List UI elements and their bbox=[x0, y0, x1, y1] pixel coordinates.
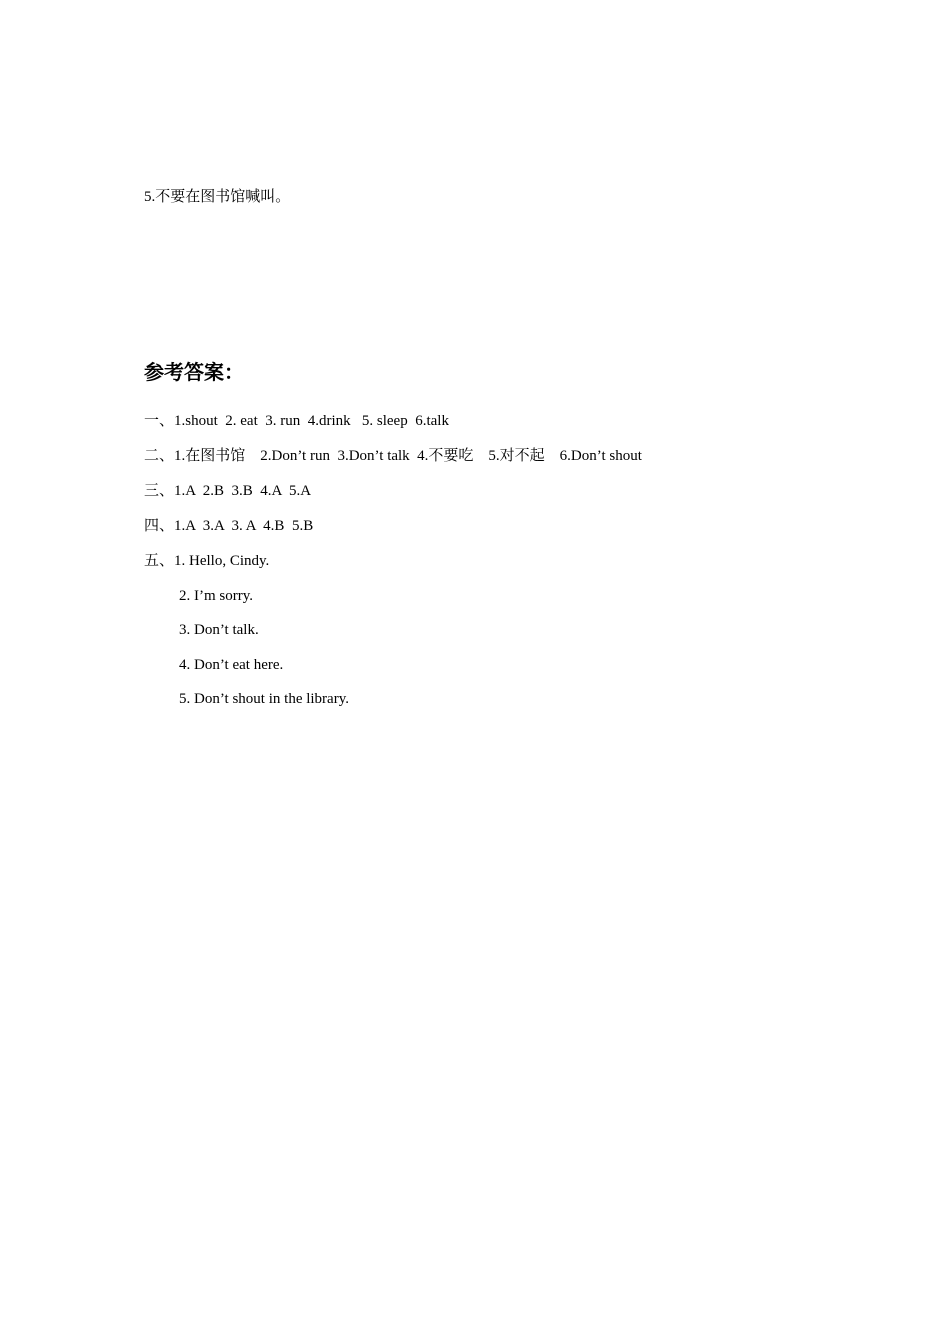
answer-line-1: 一、1.shout 2. eat 3. run 4.drink 5. sleep 6.talk bbox=[144, 413, 449, 429]
answer-5-sub-4: 4. Don’t eat here. bbox=[179, 657, 284, 673]
question-5-text: 5.不要在图书馆喊叫。 bbox=[144, 189, 291, 205]
answer-5-sub-2: 2. I’m sorry. bbox=[179, 588, 254, 604]
answer-line-3: 三、1.A 2.B 3.B 4.A 5.A bbox=[144, 483, 312, 499]
answer-key-heading: 参考答案： bbox=[144, 360, 244, 384]
answer-line-2: 二、1.在图书馆 2.Don’t run 3.Don’t talk 4.不要吃 5.对不起 6.Don’t shout bbox=[144, 448, 642, 464]
answer-line-5: 五、1. Hello, Cindy. bbox=[144, 553, 270, 569]
answer-5-sub-5: 5. Don’t shout in the library. bbox=[179, 691, 349, 707]
answer-line-4: 四、1.A 3.A 3. A 4.B 5.B bbox=[144, 518, 314, 534]
answer-5-sub-3: 3. Don’t talk. bbox=[179, 622, 259, 638]
